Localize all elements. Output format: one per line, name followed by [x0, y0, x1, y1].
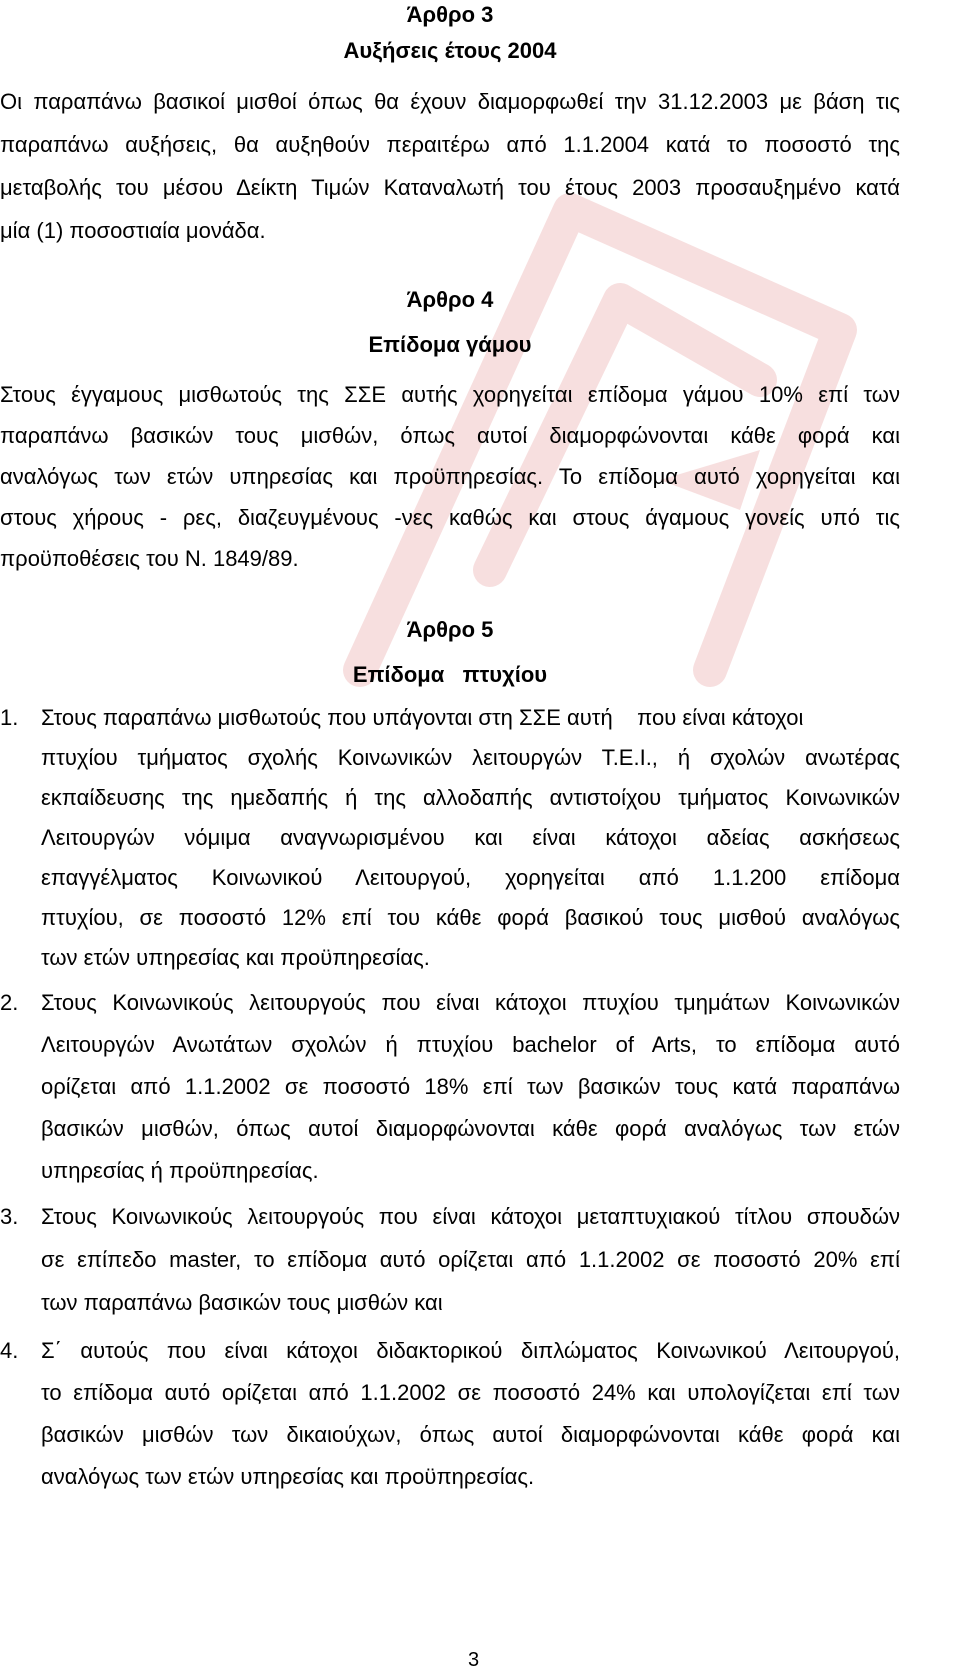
article-3-line: παραπάνω αυξήσεις, θα αυξηθούν περαιτέρω από 1.1.2004 κατά το ποσοστό της — [0, 132, 900, 157]
list-item-line: επαγγέλματος Κοινωνικού Λειτουργού, χορηγείται από 1.1.200 επίδομα — [41, 865, 900, 890]
page-number: 3 — [468, 1649, 480, 1671]
list-item-line: Λειτουργών Ανωτάτων σχολών ή πτυχίου bachelor of Arts, το επίδομα αυτό — [41, 1032, 900, 1057]
list-item-line: πτυχίου, σε ποσοστό 12% επί του κάθε φορά βασικού τους μισθού αναλόγως — [41, 905, 900, 930]
article-4-line: στους χήρους - ρες, διαζευγμένους -νες καθώς και στους άγαμους γονείς υπό τις — [0, 505, 900, 530]
article-3-line: μία (1) ποσοστιαία μονάδα. — [0, 218, 266, 243]
list-item-line: Στους Κοινωνικούς λειτουργούς που είναι κάτοχοι μεταπτυχιακού τίτλου σπουδών — [41, 1204, 900, 1229]
list-item-line: βασικών μισθών, όπως αυτοί διαμορφώνονται κάθε φορά αναλόγως των ετών — [41, 1116, 900, 1141]
article-3-line: Οι παραπάνω βασικοί μισθοί όπως θα έχουν διαμορφωθεί την 31.12.2003 με βάση τις — [0, 89, 900, 114]
article-4-line: Στους έγγαμους μισθωτούς της ΣΣΕ αυτής χορηγείται επίδομα γάμου 10% επί των — [0, 382, 900, 407]
list-item-line: Λειτουργών νόμιμα αναγνωρισμένου και είναι κάτοχοι αδείας ασκήσεως — [41, 825, 900, 850]
list-item-line: βασικών μισθών των δικαιούχων, όπως αυτοί διαμορφώνονται κάθε φορά και — [41, 1422, 900, 1447]
list-item-line: των ετών υπηρεσίας και προϋπηρεσίας. — [41, 945, 430, 970]
list-item-number: 1. — [0, 705, 19, 730]
list-item-line: ορίζεται από 1.1.2002 σε ποσοστό 18% επί των βασικών τους κατά παραπάνω — [41, 1074, 900, 1099]
list-item-line: πτυχίου τμήματος σχολής Κοινωνικών λειτουργών Τ.Ε.Ι., ή σχολών ανωτέρας — [41, 745, 900, 770]
article-4-line: αναλόγως των ετών υπηρεσίας και προϋπηρεσίας. Το επίδομα αυτό χορηγείται και — [0, 464, 900, 489]
list-item-line: υπηρεσίας ή προϋπηρεσίας. — [41, 1158, 319, 1183]
article-4-subtitle: Επίδομα γάμου — [368, 332, 532, 357]
list-item-line: Στους παραπάνω μισθωτούς που υπάγονται στη ΣΣΕ αυτή που είναι κάτοχοι — [41, 705, 804, 730]
article-4-title: Άρθρο 4 — [406, 287, 494, 312]
article-3-line: μεταβολής του μέσου Δείκτη Τιμών Καταναλωτή του έτους 2003 προσαυξημένο κατά — [0, 175, 900, 200]
list-item-line: το επίδομα αυτό ορίζεται από 1.1.2002 σε ποσοστό 24% και υπολογίζεται επί των — [41, 1380, 900, 1405]
list-item-line: Στους Κοινωνικούς λειτουργούς που είναι κάτοχοι πτυχίου τμημάτων Κοινωνικών — [41, 990, 900, 1015]
list-item-number: 4. — [0, 1338, 19, 1363]
article-3-title: Άρθρο 3 — [406, 2, 494, 27]
list-item-number: 2. — [0, 990, 19, 1015]
list-item-line: αναλόγως των ετών υπηρεσίας και προϋπηρεσίας. — [41, 1464, 535, 1489]
list-item-line: των παραπάνω βασικών τους μισθών και — [41, 1290, 443, 1315]
article-5-title: Άρθρο 5 — [406, 617, 494, 642]
article-3-subtitle: Αυξήσεις έτους 2004 — [343, 38, 557, 63]
list-item-line: εκπαίδευσης της ημεδαπής ή της αλλοδαπής αντιστοίχου τμήματος Κοινωνικών — [41, 785, 900, 810]
list-item-line: Σ΄ αυτούς που είναι κάτοχοι διδακτορικού διπλώματος Κοινωνικού Λειτουργού, — [41, 1338, 900, 1363]
list-item-number: 3. — [0, 1204, 19, 1229]
article-4-line: προϋποθέσεις του Ν. 1849/89. — [0, 546, 299, 571]
list-item-line: σε επίπεδο master, το επίδομα αυτό ορίζεται από 1.1.2002 σε ποσοστό 20% επί — [41, 1247, 900, 1272]
article-4-line: παραπάνω βασικών τους μισθών, όπως αυτοί διαμορφώνονται κάθε φορά και — [0, 423, 900, 448]
article-5-subtitle: Επίδομα πτυχίου — [352, 662, 548, 687]
